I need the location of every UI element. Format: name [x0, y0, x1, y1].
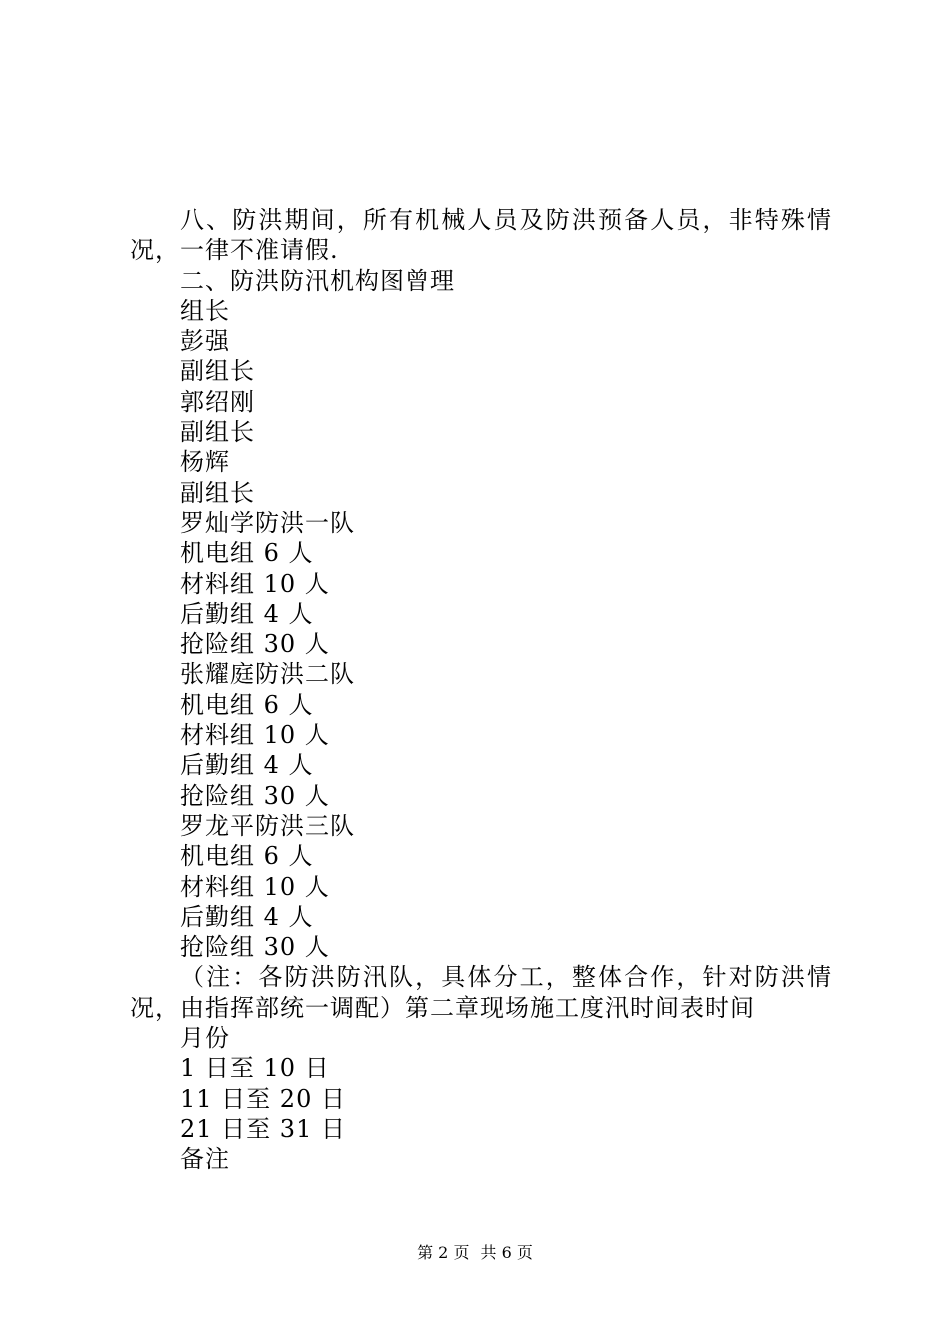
- text-line: 机电组 6 人: [180, 690, 314, 719]
- text-line: 罗灿学防洪一队: [180, 508, 355, 537]
- text-line: 二、防洪防汛机构图曾理: [180, 266, 455, 295]
- text-line: 材料组 10 人: [180, 872, 330, 901]
- page-total: 共 6 页: [480, 1243, 533, 1262]
- text-line: 副组长: [180, 357, 255, 386]
- paragraph-note: （注：各防洪防汛队，具体分工，整体合作，针对防洪情况，由指挥部统一调配）第二章现场施工度汛时间表时间: [130, 963, 832, 1022]
- text-line: 罗龙平防洪三队: [180, 811, 355, 840]
- text-line: 组长: [180, 296, 230, 325]
- text-line: 1 日至 10 日: [180, 1054, 330, 1083]
- text-line: 材料组 10 人: [180, 569, 330, 598]
- text-line: 备注: [180, 1145, 230, 1174]
- text-line: 郭绍刚: [180, 387, 255, 416]
- text-line: 机电组 6 人: [180, 539, 314, 568]
- text-line: 月份: [180, 1024, 230, 1053]
- text-line: 杨辉: [180, 448, 230, 477]
- text-line: 抢险组 30 人: [180, 781, 330, 810]
- text-line: 张耀庭防洪二队: [180, 660, 355, 689]
- org-structure-list: [130, 266, 832, 963]
- page-footer: [0, 1243, 950, 1263]
- text-line: 副组长: [180, 418, 255, 447]
- text-line: 机电组 6 人: [180, 842, 314, 871]
- text-line: 后勤组 4 人: [180, 902, 314, 931]
- text-line: 11 日至 20 日: [180, 1084, 346, 1113]
- text-line: 彭强: [180, 327, 230, 356]
- text-line: 后勤组 4 人: [180, 751, 314, 780]
- schedule-list: [130, 1023, 832, 1174]
- page-number: 第 2 页: [417, 1243, 470, 1262]
- text-line: 副组长: [180, 478, 255, 507]
- document-body: [130, 205, 832, 1175]
- text-line: 抢险组 30 人: [180, 630, 330, 659]
- text-line: 材料组 10 人: [180, 721, 330, 750]
- text-line: 抢险组 30 人: [180, 933, 330, 962]
- paragraph-flood-leave-rule: 八、防洪期间，所有机械人员及防洪预备人员，非特殊情况，一律不准请假.: [130, 206, 832, 265]
- text-line: 后勤组 4 人: [180, 599, 314, 628]
- text-line: 21 日至 31 日: [180, 1114, 346, 1143]
